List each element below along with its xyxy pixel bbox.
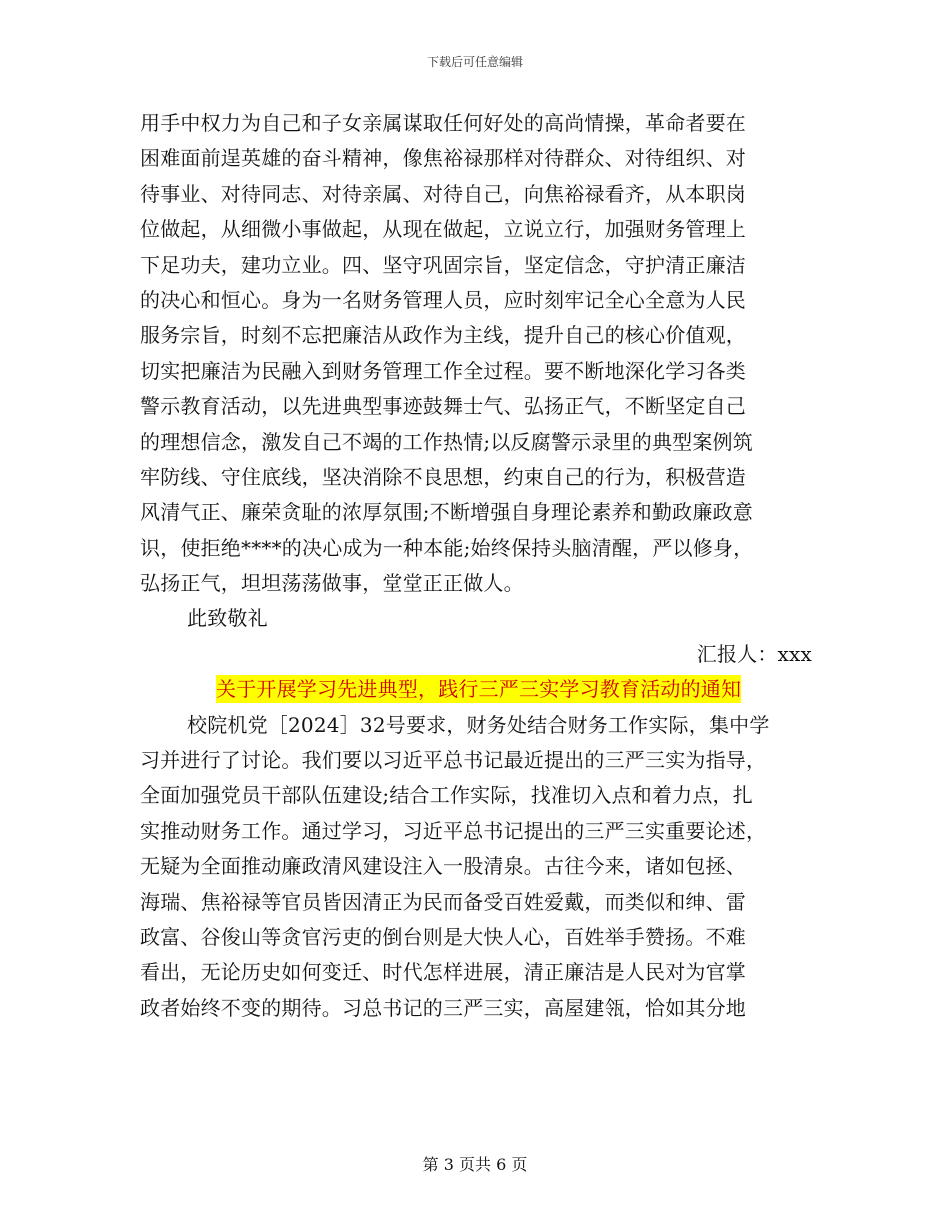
paragraph-line: 政者始终不变的期待。习总书记的三严三实，高屋建瓴，恰如其分地 bbox=[140, 995, 746, 1020]
closing-salutation: 此致敬礼 bbox=[187, 606, 268, 631]
page-header: 下载后可任意编辑 bbox=[426, 55, 523, 69]
paragraph-line: 切实把廉洁为民融入到财务管理工作全过程。要不断地深化学习各类 bbox=[140, 358, 746, 383]
paragraph-line: 习并进行了讨论。我们要以习近平总书记最近提出的三严三实为指导， bbox=[140, 748, 767, 773]
page-number: 第 3 页共 6 页 bbox=[422, 1155, 528, 1174]
paragraph-line: 看出，无论历史如何变迁、时代怎样进展，清正廉洁是人民对为官掌 bbox=[140, 960, 746, 985]
paragraph-line: 海瑞、焦裕禄等官员皆因清正为民而备受百姓爱戴，而类似和绅、雷 bbox=[140, 889, 746, 914]
paragraph-line: 待事业、对待同志、对待亲属、对待自己，向焦裕禄看齐，从本职岗 bbox=[140, 181, 746, 206]
document-body bbox=[140, 106, 812, 1026]
paragraph-line: 服务宗旨，时刻不忘把廉洁从政作为主线，提升自己的核心价值观， bbox=[140, 323, 746, 348]
reporter-signature: 汇报人：xxx bbox=[696, 641, 812, 666]
section-title-line bbox=[140, 672, 812, 707]
paragraph-line: 识，使拒绝****的决心成为一种本能;始终保持头脑清醒，严以修身， bbox=[140, 535, 754, 560]
paragraph-line: 风清气正、廉荣贪耻的浓厚氛围;不断增强自身理论素养和勤政廉政意 bbox=[140, 500, 753, 525]
paragraph-line: 实推动财务工作。通过学习，习近平总书记提出的三严三实重要论述， bbox=[140, 818, 767, 843]
paragraph-line: 弘扬正气，坦坦荡荡做事，堂堂正正做人。 bbox=[140, 571, 524, 596]
paragraph-line: 政富、谷俊山等贪官污吏的倒台则是大快人心，百姓举手赞扬。不难 bbox=[140, 924, 746, 949]
paragraph-line: 牢防线、守住底线，坚决消除不良思想，约束自己的行为，积极营造 bbox=[140, 464, 746, 489]
paragraph-line: 警示教育活动，以先进典型事迹鼓舞士气、弘扬正气，不断坚定自己 bbox=[140, 394, 746, 419]
paragraph-line: 用手中权力为自己和子女亲属谋取任何好处的高尚情操，革命者要在 bbox=[140, 111, 746, 135]
paragraph-line: 无疑为全面推动廉政清风建设注入一股清泉。古往今来，诸如包拯、 bbox=[140, 854, 746, 879]
paragraph-line: 全面加强党员干部队伍建设;结合工作实际，找准切入点和着力点，扎 bbox=[140, 783, 753, 808]
paragraph-line: 困难面前逞英雄的奋斗精神，像焦裕禄那样对待群众、对待组织、对 bbox=[140, 146, 746, 171]
paragraph-line: 位做起，从细微小事做起，从现在做起，立说立行，加强财务管理上 bbox=[140, 217, 746, 242]
paragraph-line: 下足功夫，建功立业。四、坚守巩固宗旨，坚定信念，守护清正廉洁 bbox=[140, 252, 746, 277]
paragraph-line: 的理想信念，激发自己不竭的工作热情;以反腐警示录里的典型案例筑 bbox=[140, 429, 753, 454]
section-title: 关于开展学习先进典型，践行三严三实学习教育活动的通知 bbox=[216, 677, 742, 702]
paragraph-line: 的决心和恒心。身为一名财务管理人员，应时刻牢记全心全意为人民 bbox=[140, 287, 746, 312]
paragraph-line: 校院机党［2024］32号要求，财务处结合财务工作实际，集中学 bbox=[187, 712, 770, 737]
